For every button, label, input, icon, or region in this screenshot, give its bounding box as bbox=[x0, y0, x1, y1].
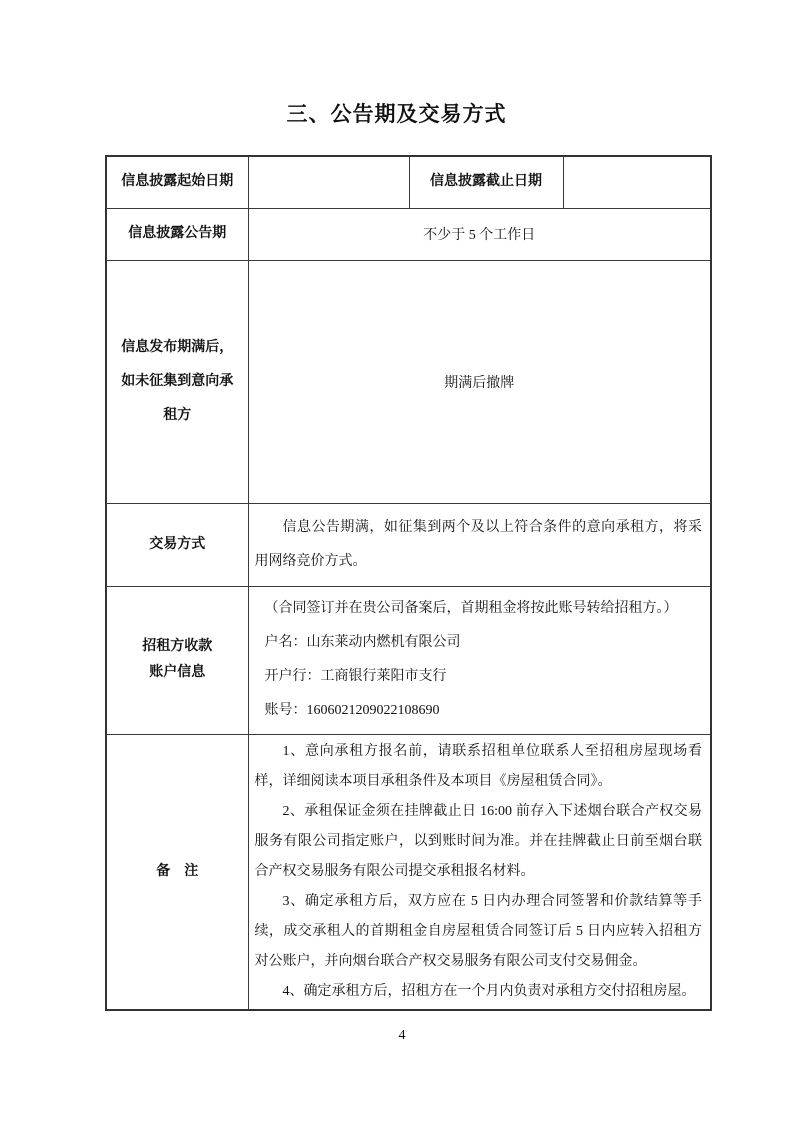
disclosure-start-value bbox=[248, 156, 409, 208]
row-remarks bbox=[106, 734, 711, 1010]
announcement-period-label: 信息披露公告期 bbox=[106, 208, 248, 260]
announcement-table bbox=[105, 155, 712, 1011]
expiry-action-value: 期满后撤牌 bbox=[248, 260, 711, 503]
lessor-account-label-line1: 招租方收款 bbox=[142, 639, 213, 654]
page-number: 4 bbox=[398, 1027, 406, 1043]
disclosure-end-label: 信息披露截止日期 bbox=[409, 156, 563, 208]
remark-item-1: 1、意向承租方报名前，请联系招租单位联系人至招租房屋现场看样，详细阅读本项目承租条件及本项目《房屋租赁合同》。 bbox=[254, 743, 702, 789]
account-note-line: （合同签订并在贵公司备案后，首期租金将按此账号转给招租方。） bbox=[264, 601, 678, 616]
row-expiry-action bbox=[106, 260, 711, 503]
lessor-account-label bbox=[106, 586, 248, 734]
transaction-method-value bbox=[248, 503, 711, 586]
account-bank-line: 开户行：工商银行莱阳市支行 bbox=[264, 669, 447, 684]
row-announcement-period bbox=[106, 208, 711, 260]
expiry-action-label: 信息发布期满后，如未征集到意向承租方 bbox=[106, 260, 248, 503]
row-lessor-account bbox=[106, 586, 711, 734]
row-disclosure-dates bbox=[106, 156, 711, 208]
page-title: 三、公告期及交易方式 bbox=[286, 102, 507, 126]
account-number-line: 账号：1606021209022108690 bbox=[264, 703, 440, 718]
transaction-method-text: 信息公告期满，如征集到两个及以上符合条件的意向承租方，将采用网络竞价方式。 bbox=[254, 519, 702, 569]
disclosure-start-label: 信息披露起始日期 bbox=[106, 156, 248, 208]
remark-item-2: 2、承租保证金须在挂牌截止日 16:00 前存入下述烟台联合产权交易服务有限公司指定账户，以到账时间为准。并在挂牌截止日前至烟台联合产权交易服务有限公司提交承租报名材料。 bbox=[254, 803, 702, 879]
lessor-account-value bbox=[248, 586, 711, 734]
remarks-value bbox=[248, 734, 711, 1010]
disclosure-end-value bbox=[563, 156, 711, 208]
transaction-method-label: 交易方式 bbox=[106, 503, 248, 586]
row-transaction-method bbox=[106, 503, 711, 586]
remark-item-3: 3、确定承租方后，双方应在 5 日内办理合同签署和价款结算等手续，成交承租人的首期租金自房屋租赁合同签订后 5 日内应转入招租方对公账户，并向烟台联合产权交易服务有限公司支付交易佣金。 bbox=[254, 893, 702, 969]
remarks-label: 备 注 bbox=[106, 734, 248, 1010]
remark-item-4: 4、确定承租方后，招租方在一个月内负责对承租方交付招租房屋。 bbox=[282, 983, 696, 999]
lessor-account-label-line2: 账户信息 bbox=[149, 665, 206, 680]
announcement-period-value: 不少于 5 个工作日 bbox=[248, 208, 711, 260]
account-holder-line: 户名：山东莱动内燃机有限公司 bbox=[264, 635, 461, 650]
